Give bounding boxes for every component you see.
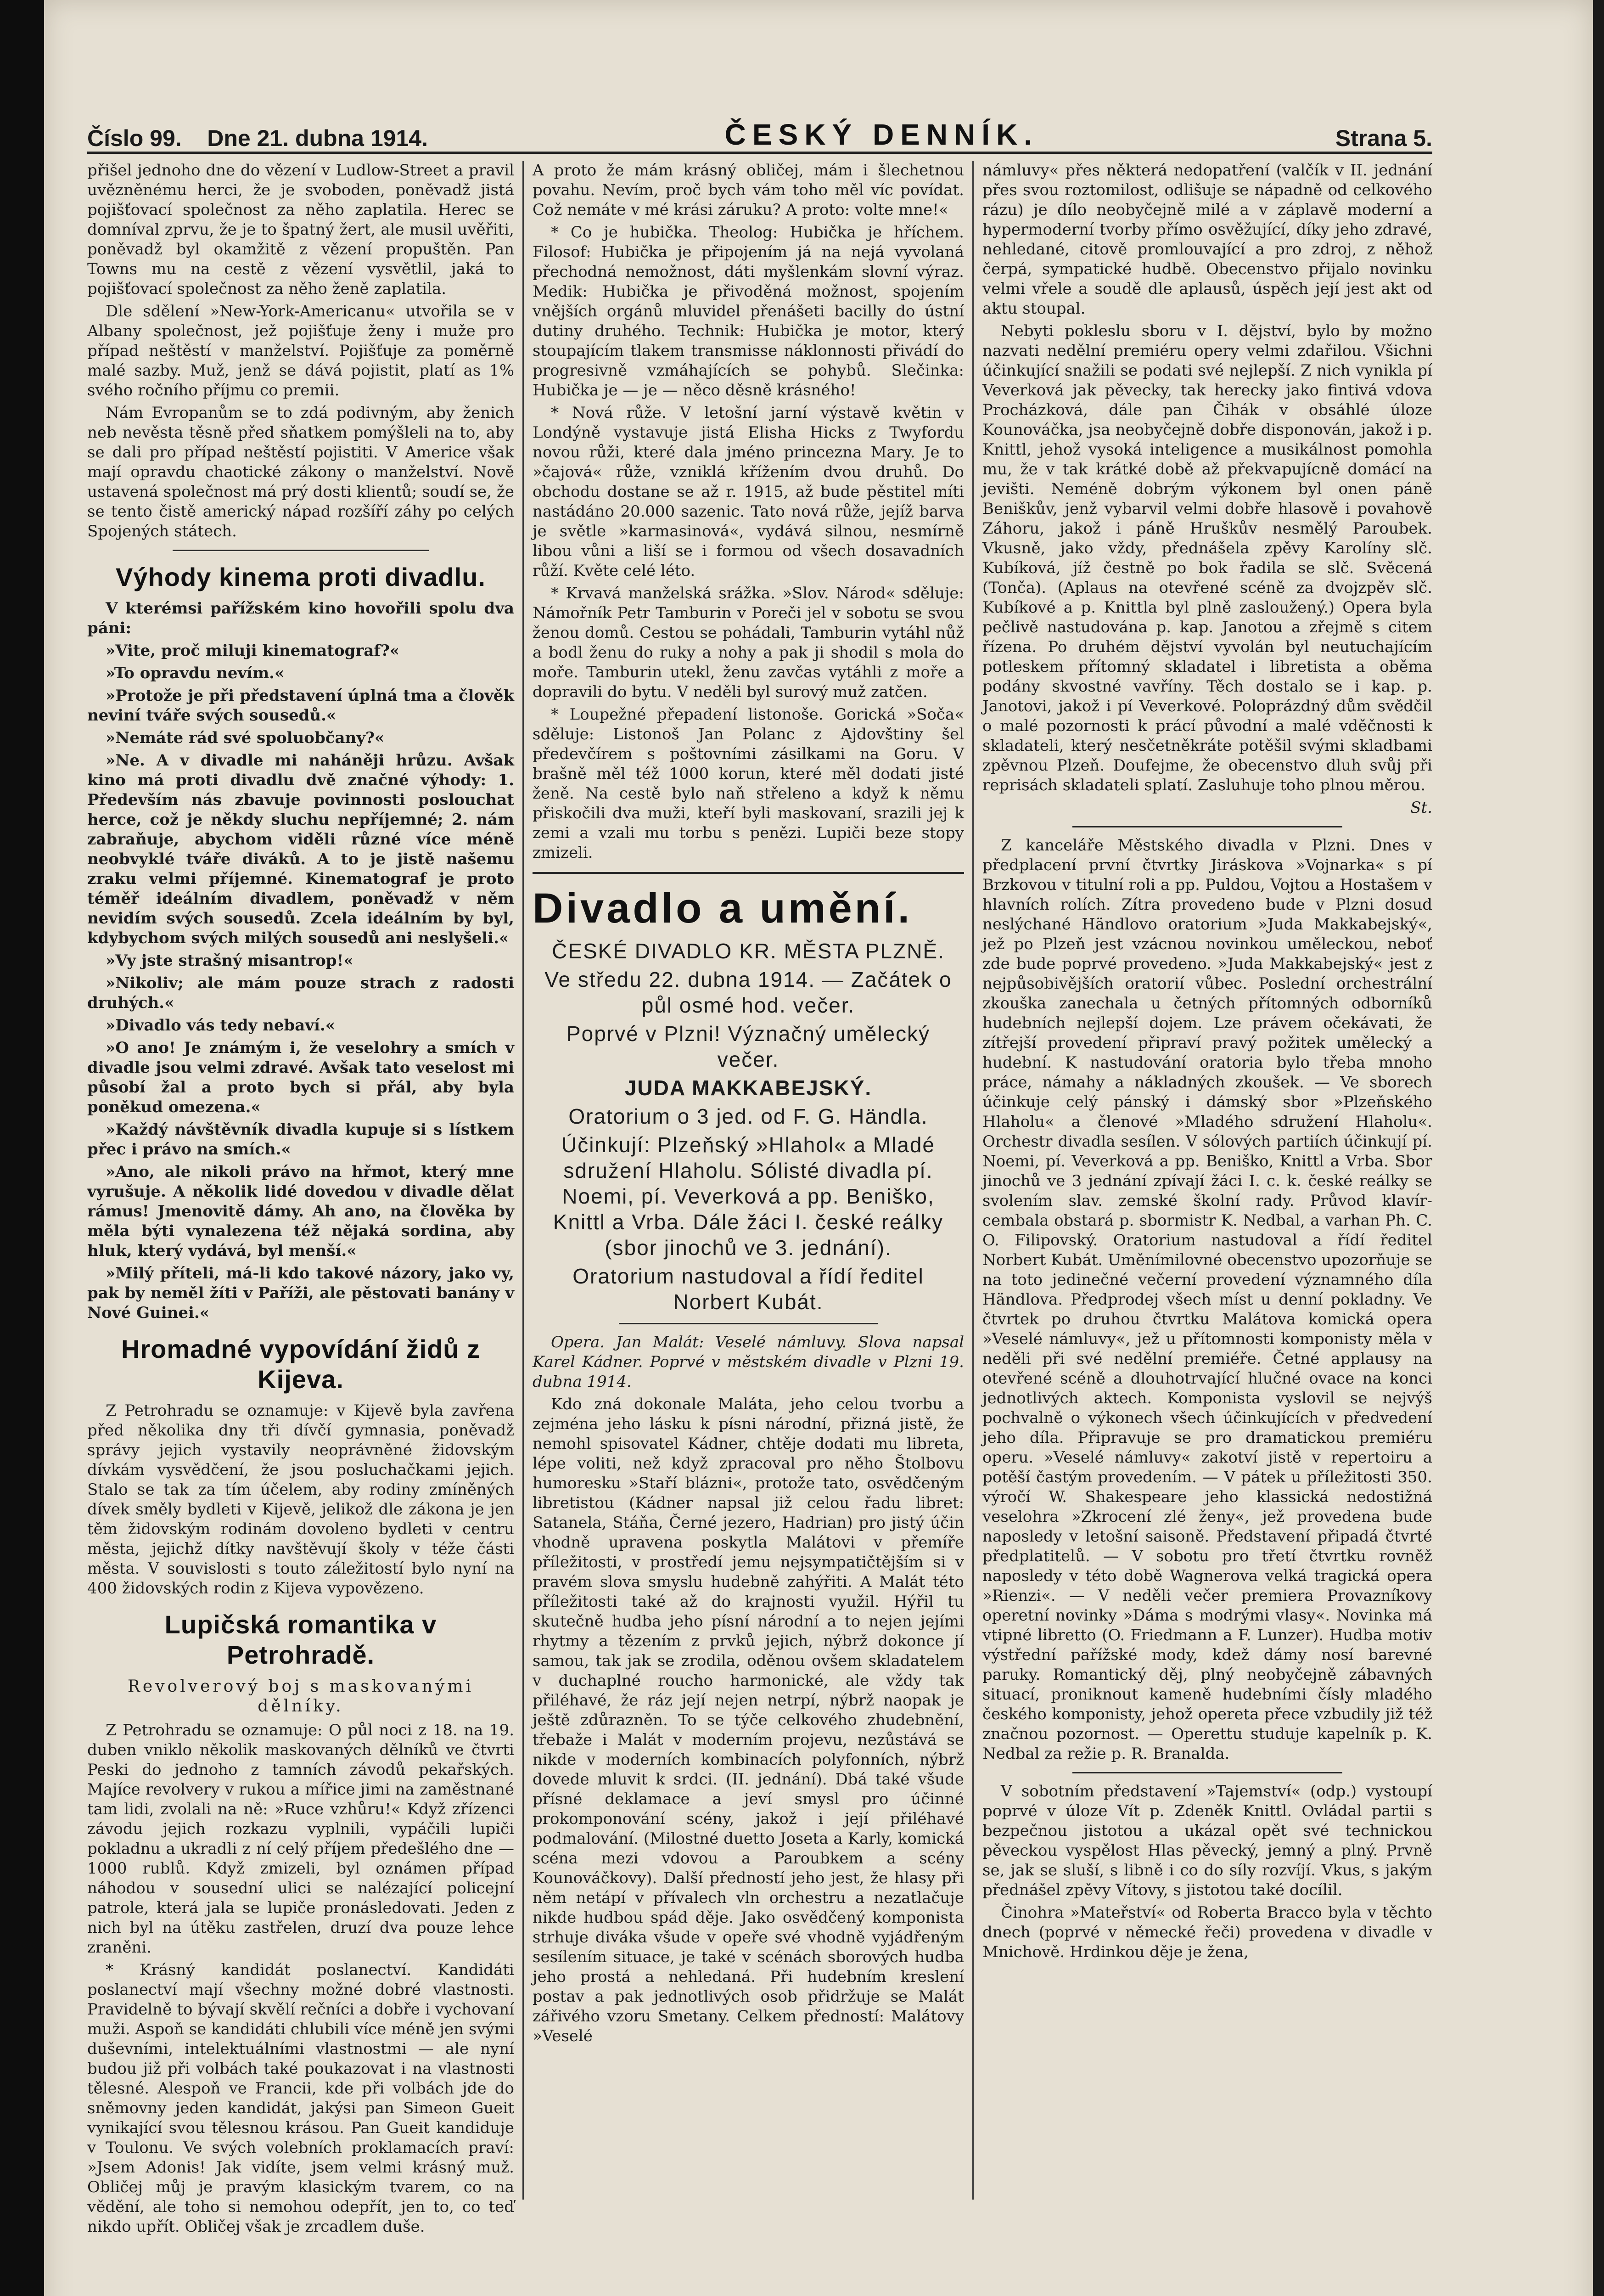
article-paragraph: námluvy« přes některá nedopatření (valčík v II. jednání přes svou roztomilost, odlišuje se nápadně od celkového rázu) je dílo neobyčejně milé a v záplavě moderní a hypermoderní tvorby přímo osvěžující, díky jeho zdravé, nehledané, citově promlouvající a pro zdroj, z něhož čerpá, sympatické hudbě. Obecenstvo přijalo novinku velmi vřele a soudě dle aplausů, úspěch její jest akt od aktu stoupal. — [982, 161, 1432, 318]
article-paragraph: »Ne. A v divadle mi naháněji hrůzu. Avšak kino má proti divadlu dvě značné výhody: 1. Především nás zbavuje povinnosti poslouchat herce, což je někdy sluchu nepříjemné; 2. nám zabraňuje, abychom viděli různé více méně neobvyklé tváře diváků. A to je jistě našemu zraku velmi příjemné. Kinematograf je proto téměř ideálním divadlem, poněvadž v něm nevidím svých sousedů. Zcela ideálním by byl, kdybychom svých milých sousedů ani neslyšeli.« — [87, 751, 514, 947]
article-subheading: Revolverový boj s maskovanými dělníky. — [127, 1677, 474, 1716]
article-heading: Hromadné vypovídání židů z Kijeva. — [121, 1334, 481, 1394]
scan-left-edge — [0, 0, 44, 2296]
separator — [533, 872, 964, 874]
article-paragraph: přišel jednoho dne do vězení v Ludlow-Street a pravil uvězněnému herci, že je svoboden, poněvadž jistá pojišťovací společnost za něho zaplatila. Herec se domníval zprvu, že je to špatný žert, ale musil uvěřiti, poněvadž byl okamžitě z vězení propuštěn. Pan Towns mu na cestě z vězení vysvětlil, jaká to pojišťovací společnost za něho ženě zaplatila. — [87, 161, 514, 298]
article-paragraph: V sobotním představení »Tajemství« (odp.) vystoupí poprvé v úloze Vít p. Zdeněk Knittl. Ovládal partii s bezpečnou jistotou a ukázal opět své technickou pěveckou vyspělost Hlas pěvecký, jemný a plný. Prvně se, jak se sluší, s libně i co do síly rozvíjí. Vkus, s jakým přednášel zpěvy Vítovy, s jistotou také docílil. — [982, 1782, 1432, 1899]
article-paragraph: Opera. Jan Malát: Veselé námluvy. Slova napsal Karel Kádner. Poprvé v městském divadle v Plzni 19. dubna 1914. — [533, 1333, 964, 1391]
issue-and-date — [87, 125, 428, 152]
separator — [173, 550, 429, 551]
article-paragraph: »Divadlo vás tedy nebaví.« — [106, 1016, 336, 1035]
article-paragraph: »Nemáte rád své spoluobčany?« — [106, 729, 385, 747]
article-signature: St. — [1410, 799, 1432, 817]
article-paragraph: * Loupežné přepadení listonoše. Gorická »Soča« sděluje: Listonoš Jan Polanc z Ajdovštiny šel předevčírem s poštovními zásilkami na Goru. V brašně měl též 1000 korun, které měl dodati jisté ženě. Na cestě bylo naň střeleno a když k němu přiskočili dva muži, kteří byli maskovaní, srazili jej k zemi a vzali mu torbu s penězi. Lupiči beze stopy zmizeli. — [533, 705, 964, 862]
article-paragraph: Z Petrohradu se oznamuje: v Kijevě byla zavřena před několika dny tři dívčí gymnasia, poněvadž správy jejich vystavily neoprávněné židovským dívkám vysvědčení, že jsou posluchačkami jejich. Stalo se tak za tím účelem, aby rodiny zmíněných dívek směly bydleti v Kijevě, jelikož dle zákona je jen těm židovským rodinám dovoleno bydleti v centru města, jejichž dítky navštěvují školy v téže části města. V souvislosti s touto záležitostí bylo nyní na 400 židovských rodin z Kijeva vypovězeno. — [87, 1401, 514, 1598]
theatre-notice-line: Oratorium o 3 jed. od F. G. Händla. — [568, 1104, 928, 1128]
article-paragraph: * Krásný kandidát poslanectví. Kandidáti poslanectví mají všechny možné dobré vlastnosti. Pravidelně to bývají skvělí rečníci a dobře i vychovaní muži. Aspoň se kandidáti chlubili více méně jen svými duševními, intelektuálními vlastnostmi — ale nyní budou již při volbách také poukazovat i na vlastnosti tělesné. Alespoň ve Francii, kde při volbách jde do sněmovny jeden kandidát, jakýsi pan Simeon Gueit vynikající svou tělesnou krásou. Pan Gueit kandiduje v Toulonu. Ve svých volebních proklamacích praví: »Jsem Adonis! Jak vidíte, jsem velmi krásný muž. Obličej můj je pravým klasickým tvarem, co na vědění, ale toho si nemohou odepřít, jen to, co teď nikdo upřít. Obličej však je zrcadlem duše. — [87, 1961, 514, 2236]
separator — [1072, 1772, 1342, 1773]
article-heading: Lupičská romantika v Petrohradě. — [164, 1610, 437, 1669]
article-paragraph: »Každý návštěvník divadla kupuje si s lístkem přec i právo na smích.« — [87, 1120, 514, 1159]
article-paragraph: »Ano, ale nikoli právo na hřmot, který mne vyrušuje. A několik lidé dovedou v divadle dělat rámus! Jmenovitě dámy. Ah ano, na člověka by měla býti vynalezena též nějaká sordina, aby hluk, který vydává, byl menší.« — [87, 1163, 514, 1260]
article-paragraph: »Vite, proč miluji kinematograf?« — [106, 642, 400, 660]
masthead-title: ČESKÝ DENNÍK. — [724, 118, 1039, 151]
article-paragraph: * Krvavá manželská srážka. »Slov. Národ« sděluje: Námořník Petr Tamburin v Poreči jel v sobotu se svou ženou domů. Cestou se pohádali, Tamburin vytáhl nůž a bodl ženu do ruky a nohy a pak ji shodil s mola do moře. Tamburin utekl, ženu zavčas vytáhli z moře a dopravili do bytu. V neděli byl surový muž zatčen. — [533, 584, 964, 701]
page-header — [87, 115, 1432, 154]
theatre-notice-cast: Účinkují: Plzeňský »Hlahol« a Mladé sdružení Hlaholu. Sólisté divadla pí. Noemi, pí. Veverková a pp. Beniško, Knittl a Vrba. Dále žáci I. české reálky (sbor jinochů ve 3. jednání). — [553, 1133, 944, 1260]
theatre-notice-work: JUDA MAKKABEJSKÝ. — [624, 1076, 872, 1100]
column-divider-1 — [522, 161, 524, 2200]
article-paragraph: »To opravdu nevím.« — [106, 664, 285, 682]
article-paragraph: Činohra »Mateřství« od Roberta Bracco byla v těchto dnech (poprvé v německé řeči) provedena v divadle v Mnichově. Hrdinkou děje je žena, — [982, 1903, 1432, 1961]
article-heading: Výhody kinema proti divadlu. — [116, 563, 486, 591]
article-paragraph: * Co je hubička. Theolog: Hubička je hříchem. Filosof: Hubička je připojením já na nejá vyvolaná přechodná nemožnost, dáti myšlenkám slovní výraz. Medik: Hubička je přivoděná možnost, spojením vnějších orgánů mluvidel přenášeti bacilly do ústní dutiny druhého. Technik: Hubička je motor, který stoupajícím tlakem transmisse náklonnosti přivádí do progresivně vzmáhajících se pohybů. Slečinka: Hubička je — je — něco děsně krásného! — [533, 223, 964, 400]
separator — [1072, 826, 1342, 827]
article-paragraph: A proto že mám krásný obličej, mám i šlechetnou povahu. Nevím, proč bych vám toho měl víc povídat. Což nemáte v mé krási záruku? A proto: volte mne!« — [533, 161, 964, 219]
article-paragraph: Z kanceláře Městského divadla v Plzni. Dnes v předplacení první čtvrtky Jiráskova »Vojnarka« s pí Brzkovou v titulní roli a pp. Puldou, Vojtou a Hostašem v hlavních rolích. Zítra provedeno bude v Plzni dosud neslýchané Händlovo oratorium »Juda Makkabejský«, jež po Plzeň jest vzácnou novinkou uměleckou, neboť zde bude poprvé provedeno. »Juda Makkabejský« jest z nejpůsobivějších oratorií vůbec. Poslední orchestrální zkouška zanechala u četných přítomných odborníků hudebních nejlepší dojem. Lze právem očekávati, že zítřejší provedení připraví pravý požitek umělecký a hudební. K nastudování oratoria bylo třeba mnoho práce, námahy a nákladných zkoušek. — Ve sborech účinkuje celý pánský i dámský sbor »Plzeňského Hlaholu« a členové »Mladého sdružení Hlaholu«. Orchestr divadla sesílen. V sólových partiích účinkují pí. Noemi, pí. Veverková a pp. Beniško, Knittl a Vrba. Sbor jinochů ve 3 jednání zpívají žáci I. c. k. české reálky se svolením slav. zemské školní rady. Průvod klavír-cembala obstará p. sbormistr K. Nedbal, a varhan Ph. C. O. Filipovský. Oratorium nastudoval a řídí ředitel Norbert Kubát. Uměnímilovné obecenstvo upozorňuje se na toto jedinečné večerní provedení významného díla Händlova. Předprodej všech míst u denní pokladny. Ve čtvrtek po druhou čtvrtku Malátova komická opera »Veselé námluvy«, jež u přítomnosti komponisty měla v neděli při své nedělní premiéře. Četné applausy na otevřené scéně a dlouhotrvající hlučné ovace na konci jednotlivých aktech. Komponista vyslovil se nejvýš pochvalně o výkonech všech účinkujících v předvedení jeho díla. Připravuje se pro dramatickou premiéru operu. »Veselé námluvy« zakotví jistě v repertoiru a potěší častým provedením. — V pátek u příležitosti 350. výročí W. Shakespeare jeho klassická nedostižná veselohra »Zkrocení zlé ženy«, jež provedena bude naposledy v letošní saisoně. Představení připadá čtvrté předplatitelů. — V sobotu pro třetí čtvrtku rovněž naposledy v této době Wagnerova velká tragická opera »Rienzi«. — V neděli večer premiera Provazníkovy operetní novinky »Dáma s modrými vlasy«. Novinka má vtipné libretto (O. Friedmann a F. Lunzer). Hudba motiv výstřední pařížské mody, kdež dámy nosí barevné paruky. Romantický děj, plný neobyčejně zábavných situací, proniknout kameně hudebními čísly mladého českého komponisty, jehož opereta přece vzbudily již též značnou pozornost. — Operettu studuje kapelník p. K. Nedbal za režie p. R. Branalda. — [982, 836, 1432, 1763]
article-paragraph: Dle sdělení »New-York-Americanu« utvořila se v Albany společnost, jež pojišťuje ženy i muže pro případ neštěstí v manželství. Pojišťuje za poměrně malé sazby. Muž, jenž se dává pojistit, platí as 1% svého ročního příjmu co premii. — [87, 302, 514, 400]
theatre-notice-date: Ve středu 22. dubna 1914. — Začátek o půl osmé hod. večer. — [544, 968, 952, 1017]
article-paragraph: V kterémsi pařížském kino hovořili spolu dva páni: — [87, 599, 514, 637]
separator — [619, 1323, 878, 1324]
section-banner: Divadlo a umění. — [533, 885, 913, 932]
article-paragraph: Kdo zná dokonale Malátа, jeho celou tvorbu a zejména jeho lásku k písni národní, přizná jistě, že nemohl spisovatel Kádner, chtěje dodati mu libreta, lépe voliti, než když zpracoval pro něho Štolbovu humoresku »Staří blázni«, protože tato, osvědčeným libretistou (Kádner napsal již celou řadu libret: Satanela, Stáňa, Černé jezero, Hadrian) pro jistý účin vhodně upravena poskytla Malátovi v přemíře příležitosti, v prostředí jemu nejsympatičtějším si v pravém slova smyslu hudebně zahýřiti. A Malát této příležitosti také až do krajnosti využil. Hýřil tu skutečně hudba jeho písní národní a to nejen jejími rhytmy a tězením z prvků jejich, nýbrž dokonce jí samou, tak jak se zrodila, oděnou ovšem skladatelem v duchaplné rouchо harmonické, ale vždy tak přiléhavé, že ráz její nejen netrpí, nýbrž naopak je ještě zdůrazněn. To se týče celkového zhudebnění, třebaže i Malát v moderním projevu, nezůstává se nikde v moderních kombinacích polyfonních, nýbrž dovede mluvit k srdci. (II. jednání). Dbá také všude přísné deklamace a jeví smysl pro účinné prokomponování scény, jakož i její přiléhavé podmalování. (Milostné duetto Joseta a Karly, komická scéna mezi vdovou a Paroubkem a scény Kounováčkovy). Další předností jeho jest, že hlasy při něm netápí v přívalech vln orchestru a nezatlačuje nikde hudbou spád děje. Jako osvědčený komponista strhuje diváka všude v opeře své vhodně vyjádřeným sesílením situace, je také v scénách sborových hudba jeho prostá a nehledaná. Při hudebním kreslení postav a pak jednotlivých osob přidržuje se Malát zářivého vzoru Smetany. Celkem předností: Malátovy »Veselé — [533, 1395, 964, 2045]
article-paragraph: »O ano! Je známým i, že veselohry a smích v divadle jsou velmi zdravé. Avšak tato veselost mi působí žal a proto bych si přál, aby byla poněkud omezena.« — [87, 1039, 514, 1116]
article-paragraph: Nebyti pokleslu sboru v I. dějství, bylo by možno nazvati nedělní premiéru opery velmi zdařilou. Všichni účinkující snažili se podati své nejlepší. Z nich vynikla pí Veverková jak pěvecky, tak herecky jako fintivá vdova Procházková, dále pan Čihák v obsáhlé úloze Kounováčka, jsa neobyčejně dobře disponován, jakož i p. Knittl, jehož vysoká inteligence a musikálnost pomohla mu, že v tak krátké době až překvapujícně domácí na jevišti. Neméně dobrým výkonem byl onen páně Beniškův, jenž vybarvil velmi dobře hlasově i povahově Záhoru, jakož i páně Hruškův nesmělý Paroubek. Vkusně, jako vždy, přednášela zpěvy Karolíny slč. Kubíková, jíž čestně po bok řadila se slč. Svěcená (Tonča). (Aplaus na otevřené scéně za dvojzpěv slč. Kubíkové a p. Knittla byl plně zasloužený.) Opera byla pečlivě nastudována p. kap. Janotou a zřejmě s citem řízena. Po druhém dějství vyvolán byl neutuchajícím potleskem přítomný skladatel i libretista a oběma podány skvostné vavříny. Těch dostalo se i kap. p. Janotovi, jakož i pí Veverkové. Poloprázdný dům svědčil o malé pozornosti k prácí původní a malé vděčnosti k skladateli, který nesčetněkráte potěšil svými skladbami zpěvnou Plzeň. Doufejme, že obecenstvo dluh svůj při reprisách skladateli splatí. Zasluhuje toho plnou měrou. — [982, 322, 1432, 794]
theatre-notice-conductor: Oratorium nastudoval a řídí ředitel Norbert Kubát. — [572, 1264, 924, 1314]
article-paragraph: »Protože je při představení úplná tma a člověk neviní tváře svých sousedů.« — [87, 687, 514, 725]
article-paragraph: Z Petrohradu se oznamuje: O půl noci z 18. na 19. duben vniklo několik maskovaných dělníků ve čtvrti Peski do jednoho z tamních závodů pekařských. Majíce revolvery v rukou a mířice jimi na zaměstnané tam lidi, zvolali na ně: »Ruce vzhůru!« Když zřízenci závodu jejich rozkazu vyplnili, vypáčili lupiči pokladnu a ukradli z ní celý příjem předešlého dne — 1000 rublů. Když zmizeli, byl oznámen případ náhodou v sousední ulici se nalézající policejní patrole, která jala se lupiče pronásledovati. Jeden z nich byl na útěku zastřelen, druzí dva pouze lehce zraněni. — [87, 1721, 514, 1957]
theatre-notice-line: Poprvé v Plzni! Význačný umělecký večer. — [566, 1022, 931, 1071]
article-paragraph: »Vy jste strašný misantrop!« — [106, 951, 353, 970]
column-1 — [87, 161, 514, 2236]
page-number: Strana 5. — [1335, 125, 1432, 151]
article-paragraph: »Milý příteli, má-li kdo takové názory, jako vy, pak by neměl žíti v Paříži, ale pěstovati banány v Nové Guinei.« — [87, 1264, 514, 1322]
theatre-notice-title: ČESKÉ DIVADLO KR. MĚSTA PLZNĚ. — [552, 939, 945, 963]
newspaper-page — [44, 0, 1593, 2296]
column-divider-2 — [972, 161, 974, 2200]
issue-date: Dne 21. dubna 1914. — [207, 125, 428, 151]
article-paragraph: * Nová růže. V letošní jarní výstavě květin v Londýně vystavuje jistá Elisha Hicks z Twyfordu novou růži, které dala jméno princezna Mary. Je to »čajová« růže, vzniklá křížením dvou druhů. Do obchodu dostane se až r. 1915, až bude pěstitel míti nastádáno 20.000 sazenic. Tato nová růže, jejíž barva je světle »karmasinová«, vydává silnou, nesmírně libou vůni a liší se i formou od všech dosavadních růží. Květe celé léto. — [533, 404, 964, 580]
column-2 — [533, 161, 964, 2200]
issue-number: Číslo 99. — [87, 125, 182, 151]
column-3 — [982, 161, 1432, 2200]
article-paragraph: »Nikoliv; ale mám pouze strach z radosti druhých.« — [87, 974, 514, 1012]
article-paragraph: Nám Evropanům se to zdá podivným, aby ženich neb nevěsta těsně před sňatkem pomýšleli na to, aby se dali pro případ neštěstí pojistiti. V Americe však mají opravdu chaotické zákony o manželství. Nově ustavená společnost má prý dosti klientů; soudí se, že se tento čistě americký nápad rozšíří záhy po celých Spojených státech. — [87, 404, 514, 540]
